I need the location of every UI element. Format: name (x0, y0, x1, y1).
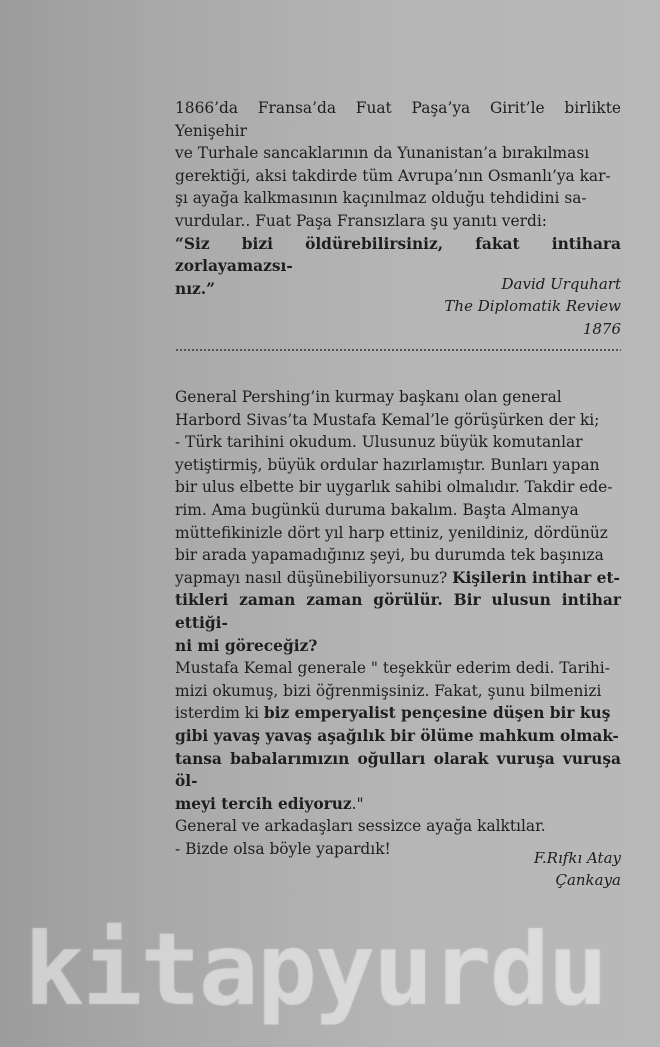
quote-line: nız.” (175, 279, 215, 298)
text-line-mixed (175, 702, 621, 725)
bold-line: ni mi göreceğiz? (175, 636, 318, 655)
text-line: Harbord Sivas’ta Mustafa Kemal’le görüşürken der ki; (175, 410, 600, 429)
attribution-source: Çankaya (555, 871, 621, 890)
attribution-author: F.Rıfkı Atay (533, 849, 621, 867)
text-line: - Bizde olsa böyle yapardık! (175, 839, 391, 858)
text-run: ." (351, 794, 364, 813)
attribution-author: David Urquhart (501, 275, 621, 293)
attribution-urquhart (175, 273, 621, 340)
dotted-divider (175, 349, 621, 351)
attribution-source: The Diplomatik Review (444, 297, 621, 316)
bold-run: meyi tercih ediyoruz (175, 794, 352, 813)
passage-harbord (175, 386, 621, 860)
bold-line: gibi yavaş yavaş aşağılık bir ölüme mahkum olmak- (175, 726, 619, 745)
text-line: yetiştirmiş, büyük ordular hazırlamıştır. Bunları yapan (175, 455, 600, 474)
text-line: General ve arkadaşları sessizce ayağa kalktılar. (175, 817, 546, 836)
attribution-year: 1876 (582, 319, 621, 338)
quote-line: “Siz bizi öldürebilirsiniz, fakat intihara zorlayamazsı- (175, 234, 621, 276)
bold-run: Kişilerin intihar et- (452, 568, 620, 587)
text-line: mizi okumuş, bizi öğrenmişsiniz. Fakat, şunu bilmenizi (175, 681, 602, 700)
text-line-mixed (175, 793, 621, 816)
text-line: rim. Ama bugünkü duruma bakalım. Başta Almanya (175, 500, 579, 519)
text-line: 1866’da Fransa’da Fuat Paşa’ya Girit’le birlikte Yenişehir (175, 99, 621, 140)
text-run: isterdim ki (175, 704, 264, 723)
text-run: yapmayı nasıl düşünebiliyorsunuz? (175, 568, 453, 587)
bold-run: biz emperyalist pençesine düşen bir kuş (263, 704, 611, 723)
passage-fuat-pasa (175, 97, 621, 300)
text-line: müttefikinizle dört yıl harp ettiniz, yenildiniz, dördünüz (175, 523, 608, 542)
bold-line: tansa babalarımızın oğulları olarak vuruşa vuruşa öl- (175, 749, 621, 791)
text-line: gerektiği, aksi takdirde tüm Avrupa’nın Osmanlı’ya kar- (175, 166, 611, 185)
text-line: vurdular.. Fuat Paşa Fransızlara şu yanıtı verdi: (175, 211, 547, 230)
bold-line: tikleri zaman zaman görülür. Bir ulusun intihar ettiği- (175, 591, 621, 632)
text-line: şı ayağa kalkmasının kaçınılmaz olduğu tehdidini sa- (175, 189, 587, 208)
text-line: Mustafa Kemal generale " teşekkür ederim dedi. Tarihi- (175, 659, 610, 678)
attribution-atay (175, 847, 621, 892)
text-line: General Pershing’in kurmay başkanı olan general (175, 388, 562, 406)
watermark-logo: kitapyurdu (24, 911, 607, 1028)
text-line: ve Turhale sancaklarının da Yunanistan’a bırakılması (175, 144, 590, 163)
text-line: bir arada yapamadığınız şeyi, bu durumda tek başınıza (175, 546, 604, 565)
text-line: bir ulus elbette bir uygarlık sahibi olmalıdır. Takdir ede- (175, 478, 613, 497)
text-line-mixed (175, 567, 621, 590)
text-line: - Türk tarihini okudum. Ulusunuz büyük komutanlar (175, 433, 583, 452)
